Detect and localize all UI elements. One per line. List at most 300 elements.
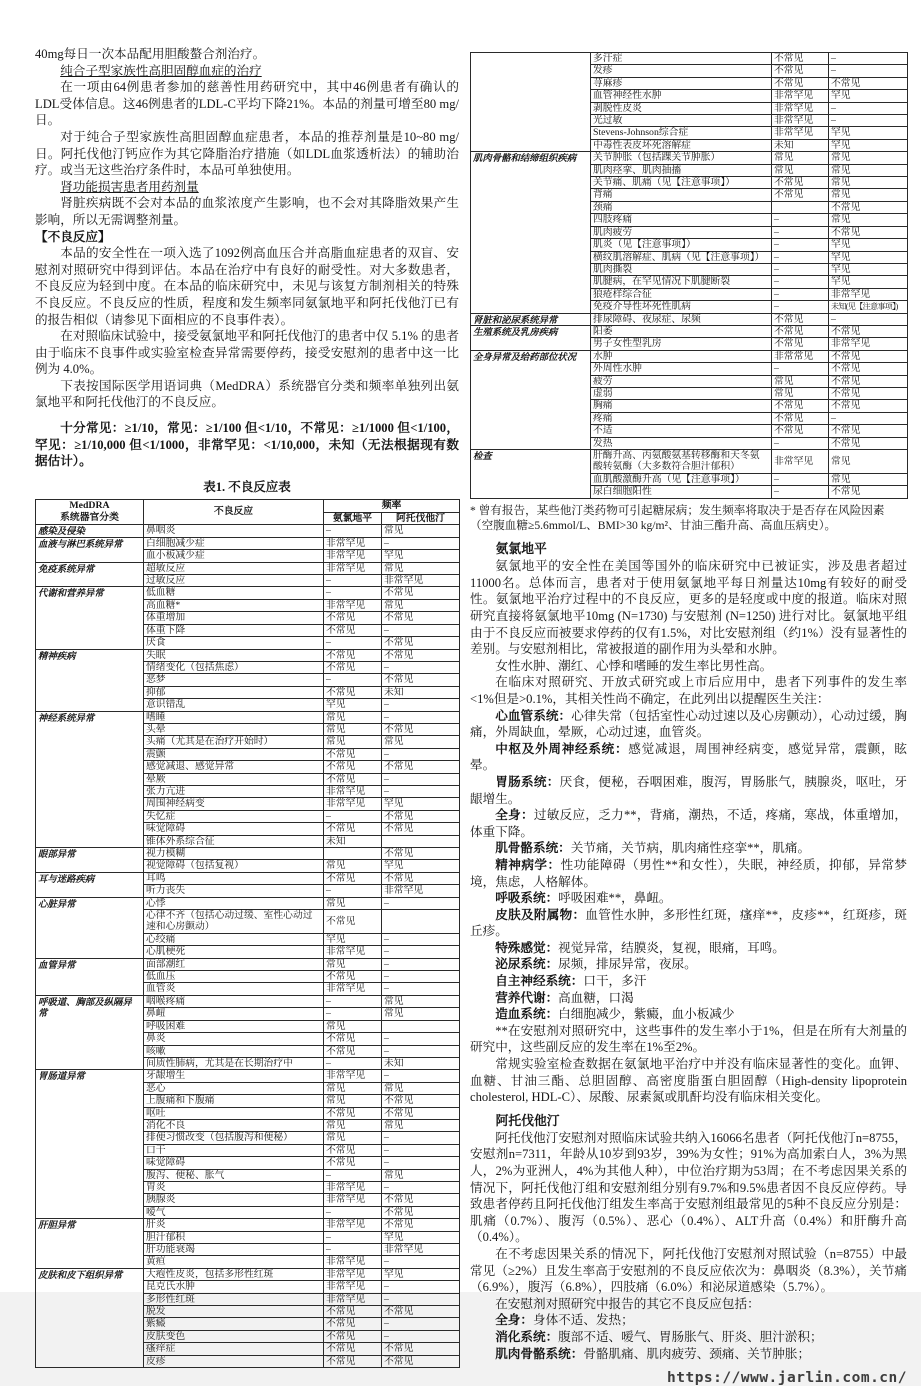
atorvastatin-frequency-cell: – [382, 1181, 460, 1193]
atorvastatin-frequency-cell: 不常见 [382, 872, 460, 884]
reaction-cell: 头痛（尤其是在治疗开始时） [144, 736, 324, 748]
table-row [36, 897, 460, 909]
reaction-cell: 瘙痒症 [144, 1343, 324, 1355]
atorvastatin-frequency-cell: – [382, 773, 460, 785]
atorvastatin-frequency-cell: 不常见 [829, 325, 908, 337]
atorvastatin-frequency-cell: – [382, 661, 460, 673]
adverse-reactions-table-right [470, 52, 908, 499]
inline-label: 胃肠系统： [495, 774, 560, 789]
reaction-cell: 恶梦 [144, 674, 324, 686]
soc-group-cell: 耳与迷路疾病 [36, 872, 144, 897]
atorvastatin-frequency-cell: – [382, 1033, 460, 1045]
amlodipine-frequency-cell: – [772, 486, 829, 498]
amlodipine-frequency-cell: – [772, 226, 829, 238]
atorvastatin-frequency-cell: – [829, 65, 908, 77]
reaction-cell: 肌腱病，在罕见情况下肌腱断裂 [591, 276, 772, 288]
reaction-cell: 荨麻疹 [591, 77, 772, 89]
atorvastatin-frequency-cell: 非常罕见 [382, 885, 460, 897]
reaction-cell: 剥脱性皮炎 [591, 102, 772, 114]
inline-label: 全身： [495, 808, 534, 823]
atorvastatin-frequency-cell: 常见 [382, 562, 460, 574]
paragraph: 全身：过敏反应，乏力**，背痛，潮热，不适，疼痛，寒战，体重增加，体重下降。 [470, 808, 908, 839]
reaction-cell: 嗜睡 [144, 711, 324, 723]
reaction-cell: 情绪变化（包括焦虑） [144, 661, 324, 673]
amlodipine-frequency-cell: 不常见 [324, 1318, 382, 1330]
soc-group-cell [471, 53, 591, 152]
reaction-cell: 体重增加 [144, 612, 324, 624]
reaction-cell: 低血糖 [144, 587, 324, 599]
amlodipine-frequency-cell: 非常罕见 [324, 1194, 382, 1206]
amlodipine-frequency-cell: 非常罕见 [772, 90, 829, 102]
atorvastatin-frequency-cell: – [382, 711, 460, 723]
amlodipine-frequency-cell: 非常罕见 [324, 785, 382, 797]
amlodipine-frequency-cell: 不常见 [772, 189, 829, 201]
atorvastatin-frequency-cell: 不常见 [382, 1306, 460, 1318]
soc-group-cell: 心脏异常 [36, 897, 144, 958]
atorvastatin-frequency-cell: – [382, 933, 460, 945]
paragraph: 肌骨骼系统：关节痛，关节病，肌肉痛性痉挛**，肌痛。 [495, 841, 811, 856]
soc-group-cell: 代谢和营养异常 [36, 587, 144, 649]
inline-label: 造血系统： [495, 1007, 559, 1022]
table-row [36, 537, 460, 549]
amlodipine-frequency-cell: 常见 [324, 860, 382, 872]
atorvastatin-frequency-cell: – [382, 785, 460, 797]
atorvastatin-frequency-cell: 罕见 [382, 798, 460, 810]
amlodipine-frequency-cell: 不常见 [324, 872, 382, 884]
amlodipine-frequency-cell [324, 848, 382, 860]
amlodipine-frequency-cell: 非常罕见 [324, 798, 382, 810]
atorvastatin-frequency-cell: 常见 [829, 189, 908, 201]
header-meddra-line1: MedDRA [69, 500, 110, 512]
atorvastatin-frequency-cell: 不常见 [829, 437, 908, 449]
amlodipine-frequency-cell: 常见 [324, 1132, 382, 1144]
soc-group-cell: 肝胆异常 [36, 1219, 144, 1269]
atorvastatin-frequency-cell: – [382, 1281, 460, 1293]
adverse-reactions-table-left [35, 499, 460, 1368]
reaction-cell: 血肌酸激酶升高（见【注意事项】） [591, 473, 772, 485]
atorvastatin-frequency-cell: – [382, 958, 460, 970]
atorvastatin-frequency-cell: 不常见 [382, 1343, 460, 1355]
paragraph: 在不考虑因果关系的情况下，阿托伐他汀安慰剂对照试验（n=8755）中最常见（≥2%）且发生率高于安慰剂的不良反应依次为：鼻咽炎（8.3%），关节痛（6.9%），腹泻（6.8%），四肢痛（6.0%）和泌尿道感染（5.7%）。 [470, 1246, 907, 1295]
atorvastatin-frequency-cell: 未知 [382, 1057, 460, 1069]
amlodipine-frequency-cell: 不常见 [772, 400, 829, 412]
amlodipine-frequency-cell: 非常罕见 [324, 1256, 382, 1268]
paragraph: 在对照临床试验中，接受氨氯地平和阿托伐他汀的患者中仅 5.1% 的患者由于临床不良事件或实验室检查异常需要停药，接受安慰剂的患者中这一比例为 4.0%。 [35, 329, 459, 377]
paragraph: 精神病学：性功能障碍（男性**和女性），失眠，神经质，抑郁，异常梦境，焦虑，人格解体。 [470, 857, 907, 889]
amlodipine-frequency-cell: – [324, 637, 382, 649]
reaction-cell: 低血压 [144, 971, 324, 983]
atorvastatin-frequency-cell: 非常罕见 [829, 338, 908, 350]
amlodipine-frequency-cell: 常见 [772, 164, 829, 176]
table-body-left [36, 525, 460, 1368]
reaction-cell: 胃炎 [144, 1181, 324, 1193]
inline-label: 消化系统： [495, 1329, 559, 1344]
reaction-cell: 牙龈增生 [144, 1070, 324, 1082]
reaction-cell: 排尿障碍、夜尿症、尿频 [591, 313, 772, 325]
inline-label: 心血管系统： [495, 708, 572, 723]
amlodipine-frequency-cell: 未知 [772, 139, 829, 151]
atorvastatin-frequency-cell [382, 835, 460, 847]
table-row [36, 1219, 460, 1231]
amlodipine-frequency-cell: 非常罕见 [324, 562, 382, 574]
amlodipine-frequency-cell: 常见 [324, 736, 382, 748]
atorvastatin-frequency-cell: 常见 [382, 1008, 460, 1020]
footnote-line2: （空腹血糖≥5.6mmol/L、BMI>30 kg/m²、甘油三酯升高、高血压病史）。 [470, 519, 837, 533]
atorvastatin-frequency-cell: 不常见 [382, 723, 460, 735]
amlodipine-frequency-cell: 不常见 [324, 661, 382, 673]
reaction-cell: 耳鸣 [144, 872, 324, 884]
section-heading: 氨氯地平 [495, 542, 547, 557]
soc-group-cell: 血管异常 [36, 958, 144, 995]
table-row [36, 525, 460, 537]
amlodipine-frequency-cell: 非常罕见 [324, 550, 382, 562]
table-row [471, 313, 908, 325]
reaction-cell: 血管神经性水肿 [591, 90, 772, 102]
reaction-cell: 鼻衄 [144, 1008, 324, 1020]
atorvastatin-frequency-cell: – [382, 1293, 460, 1305]
reaction-cell: 光过敏 [591, 115, 772, 127]
paragraph: 肌肉骨骼系统：骨骼肌痛、肌肉疲劳、颈痛、关节肿胀； [495, 1346, 811, 1361]
reaction-cell: 面部潮红 [144, 958, 324, 970]
reaction-cell: 发疹 [591, 65, 772, 77]
amlodipine-frequency-cell: 不常见 [324, 1045, 382, 1057]
reaction-cell: 肝酶升高、丙氨酸氨基转移酶和天冬氨酸转氨酶（大多数符合胆汁郁积） [591, 450, 772, 474]
amlodipine-frequency-cell: 常见 [324, 1119, 382, 1131]
paragraph: 中枢及外周神经系统：感觉减退，周围神经病变，感觉异常，震颤，眩晕。 [470, 741, 908, 773]
amlodipine-frequency-cell: – [324, 1206, 382, 1218]
inline-label: 特殊感觉： [495, 940, 559, 955]
paragraph: 消化系统：腹部不适、嗳气、胃肠胀气、肝炎、胆汁淤积； [495, 1329, 823, 1344]
reaction-cell: 肌肉疲劳 [591, 226, 772, 238]
amlodipine-frequency-cell: 常见 [772, 152, 829, 164]
atorvastatin-frequency-cell: 不常见 [382, 1107, 460, 1119]
soc-group-cell: 肾脏和泌尿系统异常 [471, 313, 591, 325]
inline-label: 泌尿系统： [495, 957, 559, 972]
amlodipine-frequency-cell: – [772, 263, 829, 275]
atorvastatin-frequency-cell: 不常见 [829, 387, 908, 399]
reaction-cell: 昆克氏水肿 [144, 1281, 324, 1293]
amlodipine-frequency-cell: – [772, 276, 829, 288]
reaction-cell: 皮疹 [144, 1355, 324, 1367]
paragraph: 纯合子型家族性高胆固醇血症的治疗 [60, 63, 262, 78]
reaction-cell: 恶心 [144, 1082, 324, 1094]
table-footnote [470, 503, 907, 535]
atorvastatin-frequency-cell: 罕见 [829, 139, 908, 151]
reaction-cell: 狼疮样综合征 [591, 288, 772, 300]
atorvastatin-frequency-cell: – [382, 1256, 460, 1268]
amlodipine-frequency-cell: – [772, 214, 829, 226]
reaction-cell: 周围神经病变 [144, 798, 324, 810]
reaction-cell: 消化不良 [144, 1119, 324, 1131]
amlodipine-frequency-cell: 常见 [324, 1020, 382, 1032]
amlodipine-frequency-cell: 未知 [324, 835, 382, 847]
atorvastatin-frequency-cell: 常见 [382, 1169, 460, 1181]
amlodipine-frequency-cell: 常见 [324, 1082, 382, 1094]
atorvastatin-frequency-cell: 罕见 [382, 1231, 460, 1243]
table-row [471, 325, 908, 337]
atorvastatin-frequency-cell: 不常见 [829, 363, 908, 375]
inline-label: 自主神经系统： [495, 974, 584, 989]
reaction-cell: 感觉减退、感觉异常 [144, 761, 324, 773]
reaction-cell: 呕吐 [144, 1107, 324, 1119]
reaction-cell: 肌肉痉挛、肌肉抽搐 [591, 164, 772, 176]
amlodipine-frequency-cell: 非常罕见 [772, 102, 829, 114]
atorvastatin-frequency-cell: 常见 [382, 736, 460, 748]
reaction-cell: 鼻炎 [144, 1033, 324, 1045]
amlodipine-frequency-cell: 不常见 [324, 1330, 382, 1342]
paragraph: 40mg每日一次本品配用胆酸螯合剂治疗。 [35, 47, 266, 61]
reaction-cell: 抑郁 [144, 686, 324, 698]
paragraph: 本品的安全性在一项入选了1092例高血压合并高脂血症患者的双盲、安慰剂对照研究中得到评估。本品在治疗中有良好的耐受性。对大多数患者，不良反应为轻到中度。在本品的临床研究中，未见与该复方制剂相关的特殊不良反应。不良反应的性质，程度和发生频率同氨氯地平和阿托伐他汀已有的报告相似（请参见下面相应的不良事件表）。 [35, 246, 459, 327]
amlodipine-frequency-cell: 常见 [324, 897, 382, 909]
amlodipine-frequency-cell: 不常见 [772, 325, 829, 337]
reaction-cell: 腹泻、便秘、胀气 [144, 1169, 324, 1181]
paragraph: 自主神经系统：口干，多汗 [495, 974, 647, 989]
amlodipine-frequency-cell: – [772, 437, 829, 449]
atorvastatin-frequency-cell: – [382, 537, 460, 549]
atorvastatin-frequency-cell: – [382, 946, 460, 958]
reaction-cell: 嗳气 [144, 1206, 324, 1218]
reaction-cell: 多汗症 [591, 53, 772, 65]
header-amlodipine: 氨氯地平 [324, 512, 382, 525]
paragraph: 呼吸系统：呼吸困难**，鼻衄。 [495, 891, 672, 906]
atorvastatin-frequency-cell: 常见 [829, 152, 908, 164]
atorvastatin-frequency-cell: 常见 [382, 1082, 460, 1094]
reaction-cell: 免疫介导性坏死性肌病 [591, 301, 772, 313]
reaction-cell: 关节肿胀（包括踝关节肿胀） [591, 152, 772, 164]
table-row [36, 958, 460, 970]
paragraph: 皮肤及附属物：血管性水肿，多形性红斑，瘙痒**，皮疹**，红斑疹，斑丘疹。 [470, 907, 908, 939]
reaction-cell: 咽喉疼痛 [144, 995, 324, 1007]
amlodipine-frequency-cell: 非常罕见 [772, 450, 829, 474]
amlodipine-frequency-cell: 不常见 [772, 177, 829, 189]
amlodipine-frequency-cell: 不常见 [772, 77, 829, 89]
header-frequency: 频率 [324, 499, 460, 512]
atorvastatin-frequency-cell: – [382, 983, 460, 995]
amlodipine-frequency-cell: 不常见 [324, 823, 382, 835]
watermark-url: https://www.jarlin.com.cn/ [667, 1370, 907, 1386]
reaction-cell: 水肿 [591, 350, 772, 362]
reaction-cell: 张力亢进 [144, 785, 324, 797]
atorvastatin-frequency-cell: 罕见 [829, 276, 908, 288]
reaction-cell: 心绞痛 [144, 933, 324, 945]
amlodipine-frequency-cell: – [324, 1169, 382, 1181]
paragraph: 下表按国际医学用语词典（MedDRA）系统器官分类和频率单独列出氨氯地平和阿托伐他汀的不良反应。 [35, 378, 459, 410]
amlodipine-frequency-cell: 不常见 [324, 686, 382, 698]
reaction-cell: 中毒性表皮坏死溶解症 [591, 139, 772, 151]
atorvastatin-frequency-cell: – [829, 115, 908, 127]
atorvastatin-frequency-cell: – [829, 53, 908, 65]
paragraph: 特殊感觉：视觉异常，结膜炎，复视，眼痛，耳鸣。 [495, 940, 785, 955]
atorvastatin-frequency-cell [382, 1020, 460, 1032]
table-row [471, 53, 908, 65]
amlodipine-frequency-cell: 不常见 [324, 649, 382, 661]
reaction-cell: 头晕 [144, 723, 324, 735]
reaction-cell: 视觉障碍（包括复视） [144, 860, 324, 872]
atorvastatin-frequency-cell: 不常见 [382, 848, 460, 860]
soc-group-cell: 检查 [471, 450, 591, 499]
reaction-cell: 胆汁郁积 [144, 1231, 324, 1243]
inline-label: 精神病学： [495, 857, 561, 872]
atorvastatin-frequency-cell: 不常见 [829, 375, 908, 387]
amlodipine-frequency-cell: 不常见 [324, 1033, 382, 1045]
atorvastatin-frequency-cell: 不常见 [382, 1219, 460, 1231]
atorvastatin-frequency-cell: 常见 [382, 599, 460, 611]
amlodipine-frequency-cell: 不常见 [772, 53, 829, 65]
atorvastatin-frequency-cell: 不常见 [382, 810, 460, 822]
right-column [470, 52, 907, 1386]
atorvastatin-frequency-cell: 不常见 [829, 201, 908, 213]
paragraph: 胃肠系统：厌食，便秘，吞咽困难，腹泻，胃肠胀气，胰腺炎，呕吐，牙龈增生。 [470, 774, 908, 806]
atorvastatin-frequency-cell: 常见 [382, 1119, 460, 1131]
table-row [471, 152, 908, 164]
amlodipine-frequency-cell: 不常见 [324, 624, 382, 636]
reaction-cell: 视力模糊 [144, 848, 324, 860]
amlodipine-frequency-cell: 罕见 [324, 699, 382, 711]
amlodipine-frequency-cell: 不常见 [324, 1355, 382, 1367]
inline-label: 肌肉骨骼系统： [495, 1346, 584, 1361]
reaction-cell: 味觉障碍 [144, 1157, 324, 1169]
reaction-cell: 心肌梗死 [144, 946, 324, 958]
paragraph: 肾功能损害患者用药剂量 [60, 179, 199, 194]
reaction-cell: 虚弱 [591, 387, 772, 399]
reaction-cell: 背痛 [591, 189, 772, 201]
reaction-cell: 咳嗽 [144, 1045, 324, 1057]
amlodipine-frequency-cell: 非常罕见 [324, 1181, 382, 1193]
amlodipine-frequency-cell: 不常见 [324, 1107, 382, 1119]
atorvastatin-frequency-cell: – [382, 748, 460, 760]
table-body-right [471, 53, 908, 499]
atorvastatin-frequency-cell: 不常见 [829, 226, 908, 238]
table-row [471, 450, 908, 474]
atorvastatin-frequency-cell: 未知 [382, 686, 460, 698]
atorvastatin-frequency-cell: 不常见 [382, 761, 460, 773]
reaction-cell: 口干 [144, 1144, 324, 1156]
paragraph: 氨氯地平的安全性在美国等国外的临床研究中已被证实，涉及患者超过11000名。总体而言，患者对于使用氨氯地平每日剂量达10mg有较好的耐受性。氨氯地平治疗过程中的不良反应，更多的是轻度或中度的报道。临床对照研究直接将氨氯地平10mg (N=1730) 与安慰剂 (N=1250) 进行对比。氨氯地平组由于不良反应而被要求停药的仅有1.5%，对比安慰剂组（约1%）没有显著性的差别。与安慰剂相比，常被报道的副作用为头晕和水肿。 [470, 559, 907, 657]
reaction-cell: 发热 [591, 437, 772, 449]
reaction-cell: 皮肤变色 [144, 1330, 324, 1342]
amlodipine-frequency-cell: 非常罕见 [324, 599, 382, 611]
reaction-cell: 听力丧失 [144, 885, 324, 897]
header-meddra-line2: 系统器官分类 [60, 512, 119, 524]
soc-group-cell: 全身异常及给药部位状况 [471, 350, 591, 449]
reaction-cell: 疼痛 [591, 412, 772, 424]
amlodipine-frequency-cell: – [324, 1244, 382, 1256]
reaction-cell: 疲劳 [591, 375, 772, 387]
inline-label: 中枢及外周神经系统： [495, 741, 629, 756]
header-atorvastatin: 阿托伐他汀 [382, 512, 460, 525]
reaction-cell: 男子女性型乳房 [591, 338, 772, 350]
reaction-cell: 锥体外系综合征 [144, 835, 324, 847]
reaction-cell: 过敏反应 [144, 575, 324, 587]
reaction-cell: 间质性肺病，尤其是在长期治疗中 [144, 1057, 324, 1069]
atorvastatin-frequency-cell: 不常见 [382, 637, 460, 649]
atorvastatin-frequency-cell: 罕见 [382, 860, 460, 872]
atorvastatin-frequency-cell: 不常见 [829, 77, 908, 89]
reaction-cell: 大疱性皮炎，包括多形性红斑 [144, 1268, 324, 1280]
atorvastatin-frequency-cell: 罕见 [829, 251, 908, 263]
soc-group-cell: 精神疾病 [36, 649, 144, 711]
atorvastatin-frequency-cell: – [829, 102, 908, 114]
atorvastatin-frequency-cell: – [382, 1132, 460, 1144]
reaction-cell: 震颤 [144, 748, 324, 760]
header-reaction: 不良反应 [144, 499, 324, 525]
amlodipine-frequency-cell: 不常见 [324, 761, 382, 773]
header-meddra [36, 499, 144, 525]
reaction-cell: Stevens-Johnson综合症 [591, 127, 772, 139]
footnote-line1: * 曾有报告，某些他汀类药物可引起糖尿病；发生频率将取决于是否存在风险因素 [470, 503, 885, 517]
atorvastatin-frequency-cell: 不常见 [829, 486, 908, 498]
reaction-cell: 厌食 [144, 637, 324, 649]
amlodipine-frequency-cell: 不常见 [324, 1144, 382, 1156]
reaction-cell: 肌炎（见【注意事项】） [591, 239, 772, 251]
atorvastatin-frequency-cell: 不常见 [382, 674, 460, 686]
amlodipine-frequency-cell: 非常罕见 [324, 1281, 382, 1293]
soc-group-cell: 眼部异常 [36, 848, 144, 873]
paragraph: 全身：身体不适、发热； [495, 1313, 634, 1328]
amlodipine-frequency-cell: 不常见 [324, 1306, 382, 1318]
amlodipine-frequency-cell: – [324, 587, 382, 599]
atorvastatin-frequency-cell: 不常见 [382, 1095, 460, 1107]
amlodipine-frequency-cell: 不常见 [324, 910, 382, 934]
amlodipine-frequency-cell: 不常见 [772, 338, 829, 350]
amlodipine-frequency-cell: 不常见 [772, 313, 829, 325]
reaction-cell: 脱发 [144, 1306, 324, 1318]
soc-group-cell: 生殖系统及乳房疾病 [471, 325, 591, 350]
amlodipine-frequency-cell: 非常罕见 [324, 1268, 382, 1280]
reaction-cell: 排便习惯改变（包括腹泻和便秘） [144, 1132, 324, 1144]
atorvastatin-frequency-cell: 常见 [829, 473, 908, 485]
atorvastatin-frequency-cell: – [382, 699, 460, 711]
table-row [36, 649, 460, 661]
reaction-cell: 多形性红斑 [144, 1293, 324, 1305]
table-row [36, 587, 460, 599]
atorvastatin-frequency-cell: 不常见 [382, 1194, 460, 1206]
reaction-cell: 肌肉撕裂 [591, 263, 772, 275]
table-row [36, 1268, 460, 1280]
reaction-cell: 晕厥 [144, 773, 324, 785]
atorvastatin-frequency-cell: – [382, 1157, 460, 1169]
paragraph: 女性水肿、潮红、心悸和嗜睡的发生率比男性高。 [495, 658, 773, 673]
paragraph: 泌尿系统：尿频，排尿异常，夜尿。 [495, 957, 697, 972]
reaction-cell: 血小板减少症 [144, 550, 324, 562]
soc-group-cell: 血液与淋巴系统异常 [36, 537, 144, 562]
reaction-cell: 胰腺炎 [144, 1194, 324, 1206]
reaction-cell: 意识错乱 [144, 699, 324, 711]
reaction-cell: 肝功能衰竭 [144, 1244, 324, 1256]
atorvastatin-frequency-cell: 非常罕见 [829, 288, 908, 300]
reaction-cell: 失忆症 [144, 810, 324, 822]
paragraph: 阿托伐他汀安慰剂对照临床试验共纳入16066名患者（阿托伐他汀n=8755，安慰剂n=7311，年龄从10岁到93岁，39%为女性；91%为高加索白人，3%为黑人，2%为亚洲人，4%为其他人种），中位治疗期为53周；在不考虑因果关系的情况下，阿托伐他汀组和安慰剂组分别有9.7%和9.5%患者因不良反应停药。导致患者停药且阿托伐他汀组发生率高于安慰剂组最常见的5种不良反应分别是：肌痛（0.7%）、腹泻（0.5%）、恶心（0.4%）、ALT升高（0.4%）和肝酶升高（0.4%）。 [470, 1130, 907, 1245]
paragraph: 造血系统：白细胞减少，紫癜，血小板减少 [495, 1007, 735, 1022]
atorvastatin-frequency-cell: 罕见 [382, 1268, 460, 1280]
paragraph: 心血管系统：心律失常（包括室性心动过速以及心房颤动），心动过缓，胸痛，外周缺血，晕厥，心动过速，血管炎。 [470, 708, 908, 740]
amlodipine-frequency-cell: 不常见 [324, 971, 382, 983]
amlodipine-frequency-cell: 常见 [772, 375, 829, 387]
paragraph: 在安慰剂对照研究中报告的其它不良反应包括： [495, 1296, 760, 1311]
atorvastatin-frequency-cell: 常见 [829, 177, 908, 189]
right-sections [470, 541, 907, 1362]
paragraph: 肾脏疾病既不会对本品的血浆浓度产生影响，也不会对其降脂效果产生影响，所以无需调整剂量。 [35, 196, 459, 227]
amlodipine-frequency-cell: 非常常见 [772, 350, 829, 362]
left-column [35, 46, 459, 1368]
atorvastatin-frequency-cell: 不常见 [382, 1355, 460, 1367]
inline-label: 皮肤及附属物： [495, 907, 586, 922]
atorvastatin-frequency-cell: 常见 [382, 995, 460, 1007]
atorvastatin-frequency-cell: 常见 [829, 450, 908, 474]
inline-label: 呼吸系统： [495, 891, 559, 906]
atorvastatin-frequency-cell: 不常见 [382, 587, 460, 599]
